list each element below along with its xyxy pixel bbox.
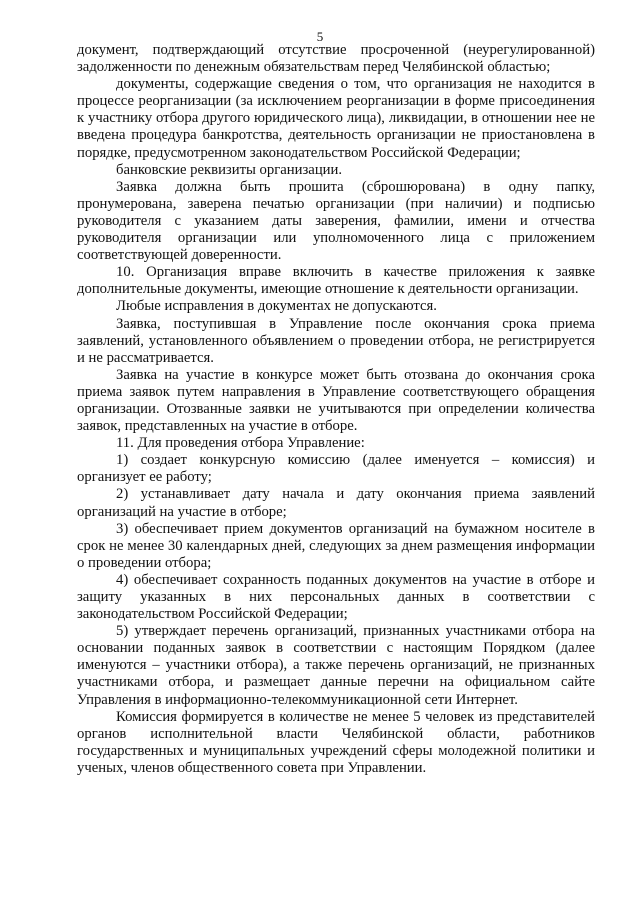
list-item-data-protection: 4) обеспечивает сохранность поданных документов на участие в отборе и защиту указанных в них персональных данных в соответствии с законодательством Российской Федерации;: [77, 571, 595, 623]
page-number: 5: [316, 29, 324, 44]
list-item-dates: 2) устанавливает дату начала и дату окончания приема заявлений организаций на участие в отборе;: [77, 486, 595, 520]
list-item-document-reception: 3) обеспечивает прием документов организаций на бумажном носителе в срок не менее 30 календарных дней, следующих за днем размещения информации о проведении отбора;: [77, 520, 595, 571]
list-item-participants-list: 5) утверждает перечень организаций, признанных участниками отбора на основании поданных заявок в соответствии с настоящим Порядком (далее именуются – участники отбора), а также перечень организаций, не признанных участниками отбора, и размещает данные перечни на официальном сайте Управления в информационно-телекоммуникационной сети Интернет.: [77, 623, 595, 708]
paragraph-reorganization-info: документы, содержащие сведения о том, что организация не находится в процессе реорганизации (за исключением реорганизации в форме присоединения к участнику отбора другого юридического лица), ликвидации, в отношении нее не введена процедура банкротства, деятельность организации не приостановлена в порядке, предусмотренном законодательством Российской Федерации;: [77, 76, 595, 161]
list-item-commission: 1) создает конкурсную комиссию (далее именуется – комиссия) и организует ее работу;: [77, 452, 595, 486]
paragraph-application-binding: Заявка должна быть прошита (сброшюрована) в одну папку, пронумерована, заверена печатью организации (при наличии) и подписью руководителя с указанием даты заверения, фамилии, имени и отчества руководителя организации или уполномоченного лица с приложением соответствующей доверенности.: [77, 178, 595, 264]
paragraph-debt-certificate: документ, подтверждающий отсутствие просроченной (неурегулированной) задолженности по денежным обязательствам перед Челябинской областью;: [77, 42, 595, 76]
paragraph-application-withdrawal: Заявка на участие в конкурсе может быть отозвана до окончания срока приема заявок путем направления в Управление соответствующего обращения организации. Отозванные заявки не учитываются при определении количества заявок, представленных на участие в отборе.: [77, 366, 595, 435]
paragraph-additional-documents: 10. Организация вправе включить в качестве приложения к заявке дополнительные документы, имеющие отношение к деятельности организации.: [77, 264, 595, 298]
paragraph-bank-details: банковские реквизиты организации.: [116, 161, 343, 178]
paragraph-commission-composition: Комиссия формируется в количестве не менее 5 человек из представителей органов исполнительной власти Челябинской области, работников государственных и муниципальных учреждений сферы молодежной политики и ученых, членов общественного совета при Управлении.: [77, 708, 595, 776]
paragraph-no-corrections: Любые исправления в документах не допускаются.: [116, 298, 437, 315]
document-body: [77, 42, 595, 777]
paragraph-selection-heading: 11. Для проведения отбора Управление:: [116, 435, 365, 452]
paragraph-late-application: Заявка, поступившая в Управление после окончания срока приема заявлений, установленного объявлением о проведении отбора, не регистрируется и не рассматривается.: [77, 315, 595, 366]
